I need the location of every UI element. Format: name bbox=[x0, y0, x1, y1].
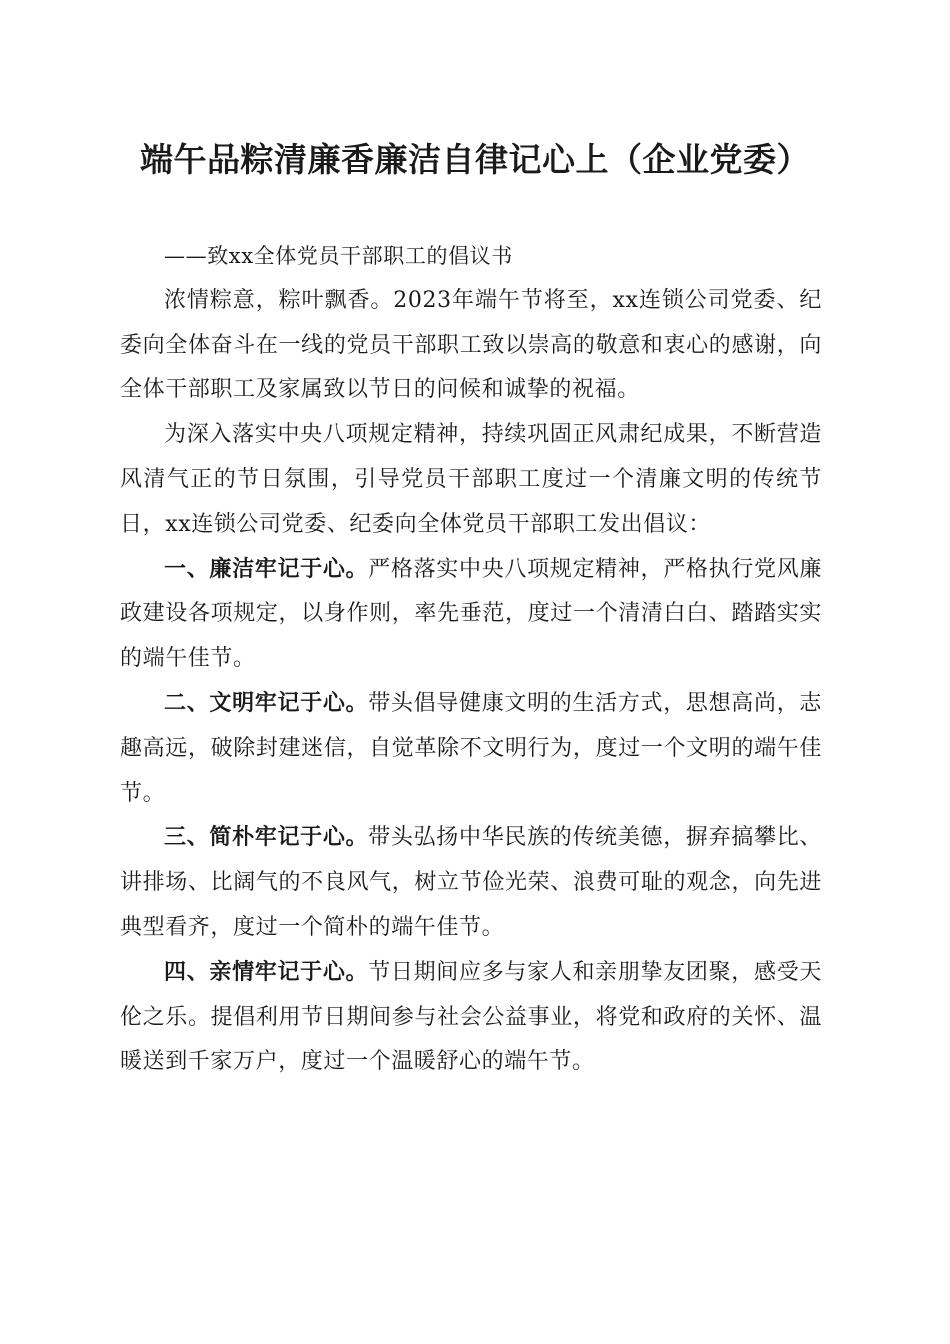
document-body bbox=[120, 234, 822, 1085]
paragraph-lead: 一、廉洁牢记于心。 bbox=[164, 556, 369, 582]
document-subtitle: ——致xx全体党员干部职工的倡议书 bbox=[164, 244, 513, 268]
paragraph-item-4 bbox=[120, 951, 822, 1085]
paragraph-text: 浓情粽意，粽叶飘香。2023年端午节将至，xx连锁公司党委、纪委向全体奋斗在一线的党员干部职工致以崇高的敬意和衷心的感谢，向全体干部职工及家属致以节日的问候和诚挚的祝福。 bbox=[120, 287, 822, 403]
paragraph-lead: 三、简朴牢记于心。 bbox=[164, 825, 369, 851]
document-title: 端午品粽清廉香廉洁自律记心上（企业党委） bbox=[140, 140, 810, 179]
paragraph-item-3 bbox=[120, 816, 822, 950]
paragraph-purpose bbox=[120, 413, 822, 547]
paragraph-text: 严格落实中央八项规定精神，严格执行党风廉政建设各项规定，以身作则，率先垂范，度过一个清清白白、踏踏实实的端午佳节。 bbox=[120, 556, 822, 672]
paragraph-text: 带头弘扬中华民族的传统美德，摒弃搞攀比、讲排场、比阔气的不良风气，树立节俭光荣、浪费可耻的观念，向先进典型看齐，度过一个简朴的端午佳节。 bbox=[120, 825, 822, 940]
paragraph-text: 节日期间应多与家人和亲朋挚友团聚，感受天伦之乐。提倡利用节日期间参与社会公益事业，将党和政府的关怀、温暖送到千家万户，度过一个温暖舒心的端午节。 bbox=[120, 959, 822, 1075]
paragraph-greeting bbox=[120, 279, 822, 413]
paragraph-lead: 四、亲情牢记于心。 bbox=[164, 959, 369, 985]
paragraph-text: 为深入落实中央八项规定精神，持续巩固正风肃纪成果，不断营造风清气正的节日氛围，引导党员干部职工度过一个清廉文明的传统节日，xx连锁公司党委、纪委向全体党员干部职工发出倡议： bbox=[120, 422, 822, 537]
paragraph-lead: 二、文明牢记于心。 bbox=[164, 690, 369, 716]
paragraph-text: 带头倡导健康文明的生活方式，思想高尚，志趣高远，破除封建迷信，自觉革除不文明行为，度过一个文明的端午佳节。 bbox=[120, 690, 822, 806]
paragraph-item-2 bbox=[120, 682, 822, 816]
paragraph-item-1 bbox=[120, 548, 822, 682]
